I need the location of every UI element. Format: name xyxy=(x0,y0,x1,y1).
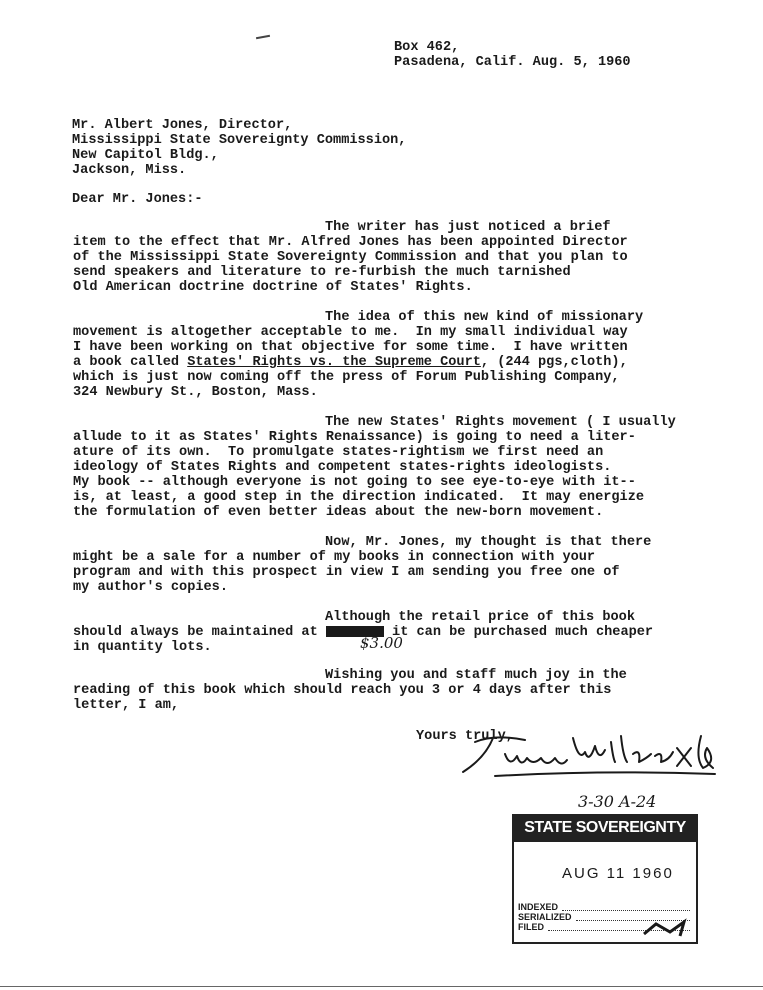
p4-line-1: Now, Mr. Jones, my thought is that there xyxy=(325,535,652,550)
recipient-line-4: Jackson, Miss. xyxy=(72,163,187,178)
salutation: Dear Mr. Jones:- xyxy=(72,192,203,207)
p3-line-2: allude to it as States' Rights Renaissance) is going to need a liter- xyxy=(73,430,636,445)
p3-line-5: My book -- although everyone is not going to see eye-to-eye with it-- xyxy=(73,475,636,490)
p2-line-1: The idea of this new kind of missionary xyxy=(325,310,644,325)
handwritten-price: $3.00 xyxy=(360,634,403,652)
signature xyxy=(455,728,725,780)
stamp-title: STATE SOVEREIGNTY COMMISSION xyxy=(514,814,696,842)
received-stamp xyxy=(512,814,698,944)
stamp-indexed-line xyxy=(562,902,690,911)
address-line-1: Box 462, xyxy=(394,40,460,55)
p2-line-4 xyxy=(73,355,628,370)
p6-line-1: Wishing you and staff much joy in the xyxy=(325,668,627,683)
p2-line-3: I have been working on that objective for some time. I have written xyxy=(73,340,628,355)
recipient-line-1: Mr. Albert Jones, Director, xyxy=(72,118,293,133)
p1-line-4: send speakers and literature to re-furbish the much tarnished xyxy=(73,265,571,280)
recipient-line-3: New Capitol Bldg., xyxy=(72,148,219,163)
p1-line-5: Old American doctrine doctrine of States' Rights. xyxy=(73,280,473,295)
p1-line-1: The writer has just noticed a brief xyxy=(325,220,611,235)
p5-line-2-start: should always be maintained at xyxy=(73,625,326,640)
p5-line-1: Although the retail price of this book xyxy=(325,610,635,625)
closing: Yours truly, xyxy=(416,729,514,744)
p4-line-4: my author's copies. xyxy=(73,580,228,595)
p3-line-1: The new States' Rights movement ( I usually xyxy=(325,415,676,430)
p5-line-2-end: it can be purchased much cheaper xyxy=(383,625,654,640)
p3-line-7: the formulation of even better ideas about the new-born movement. xyxy=(73,505,604,520)
stamp-filed-label: FILED xyxy=(518,922,544,932)
p6-line-3: letter, I am, xyxy=(73,698,180,713)
p3-line-6: is, at least, a good step in the direction indicated. It may energize xyxy=(73,490,645,505)
p2-line-2: movement is altogether acceptable to me. In my small individual way xyxy=(73,325,628,340)
address-line-2: Pasadena, Calif. Aug. 5, 1960 xyxy=(394,55,631,70)
p2-line-4-start: a book called xyxy=(73,355,188,370)
scan-mark xyxy=(256,35,270,39)
p4-line-2: might be a sale for a number of my books in connection with your xyxy=(73,550,596,565)
book-title: States' Rights vs. the Supreme Court xyxy=(187,355,481,370)
p2-line-4-end: , (244 pgs,cloth), xyxy=(480,355,628,370)
p4-line-3: program and with this prospect in view I am sending you free one of xyxy=(73,565,620,580)
p5-line-3: in quantity lots. xyxy=(73,640,212,655)
stamp-indexed-label: INDEXED xyxy=(518,902,559,912)
filed-initials-mark xyxy=(640,918,692,940)
recipient-line-2: Mississippi State Sovereignty Commission, xyxy=(72,133,407,148)
p2-line-5: which is just now coming off the press of Forum Publishing Company, xyxy=(73,370,620,385)
stamp-serialized-label: SERIALIZED xyxy=(518,912,572,922)
p3-line-4: ideology of States Rights and competent states-rights ideologists. xyxy=(73,460,612,475)
p1-line-3: of the Mississippi State Sovereignty Commission and that you plan to xyxy=(73,250,628,265)
file-note: 3-30 A-24 xyxy=(578,792,657,811)
bottom-scan-edge xyxy=(0,986,763,987)
p6-line-2: reading of this book which should reach you 3 or 4 days after this xyxy=(73,683,612,698)
p2-line-6: 324 Newbury St., Boston, Mass. xyxy=(73,385,318,400)
p3-line-3: ature of its own. To promulgate states-rightism we first need an xyxy=(73,445,604,460)
p1-line-2: item to the effect that Mr. Alfred Jones has been appointed Director xyxy=(73,235,628,250)
stamp-date: AUG 11 1960 xyxy=(562,865,674,882)
